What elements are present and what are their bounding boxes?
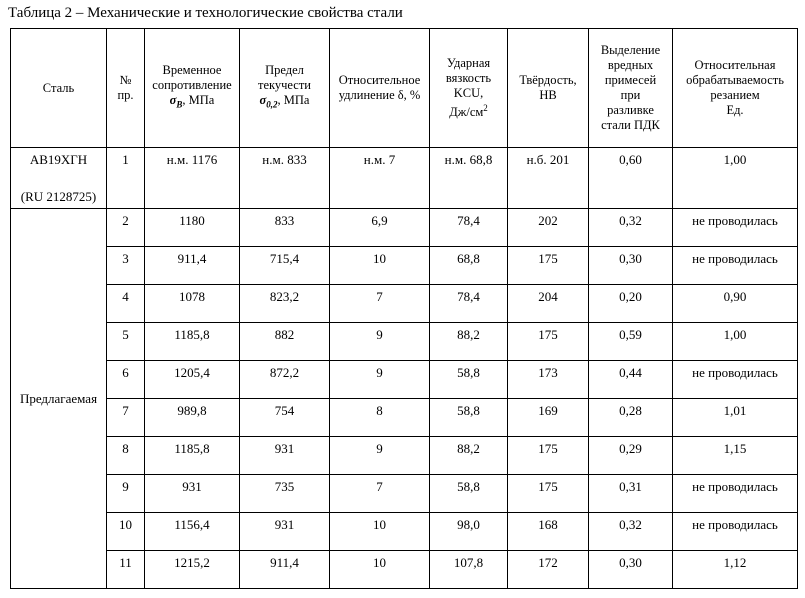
table-row [11,513,798,551]
steel-name-reference: АВ19ХГН (RU 2128725) [11,148,107,209]
cell-tensile-strength: 931 [145,475,240,513]
cell-tensile-strength: 1215,2 [145,551,240,589]
cell-elongation: 9 [330,437,430,475]
cell-yield-strength: н.м. 833 [240,148,330,209]
cell-machinability: 0,90 [673,285,798,323]
header-impact-toughness: Ударная вязкость KCU, $Дж/см^2$ [430,29,508,148]
cell-yield-strength: 715,4 [240,247,330,285]
cell-impact-toughness: н.м. 68,8 [430,148,508,209]
cell-impact-toughness: 68,8 [430,247,508,285]
cell-tensile-strength: 1156,4 [145,513,240,551]
table-caption: Таблица 2 – Механические и технологические свойства стали [8,5,403,21]
cell-hardness: 175 [508,323,589,361]
cell-hardness: 175 [508,247,589,285]
header-machinability: Относительная обрабатываемость резанием Ед. [673,29,798,148]
table-row [11,247,798,285]
cell-tensile-strength: 1078 [145,285,240,323]
header-number: № пр. [107,29,145,148]
cell-yield-strength: 931 [240,513,330,551]
cell-elongation: 8 [330,399,430,437]
cell-elongation: н.м. 7 [330,148,430,209]
cell-machinability: 1,01 [673,399,798,437]
cell-tensile-strength: 1185,8 [145,323,240,361]
cell-number: 10 [107,513,145,551]
cell-machinability: 1,15 [673,437,798,475]
table-row [11,285,798,323]
cell-impact-toughness: 107,8 [430,551,508,589]
cell-number: 2 [107,209,145,247]
cell-emissions: 0,29 [589,437,673,475]
cell-impact-toughness: 58,8 [430,399,508,437]
table-row [11,361,798,399]
steel-name-proposed: Предлагаемая [11,209,107,589]
cell-yield-strength: 882 [240,323,330,361]
cell-number: 6 [107,361,145,399]
cell-hardness: 173 [508,361,589,399]
cell-elongation: 10 [330,551,430,589]
cell-tensile-strength: 1185,8 [145,437,240,475]
cell-emissions: 0,32 [589,209,673,247]
table-row [11,148,798,209]
cell-impact-toughness: 58,8 [430,361,508,399]
cell-elongation: 6,9 [330,209,430,247]
cell-machinability: 1,12 [673,551,798,589]
cell-machinability: не проводилась [673,475,798,513]
cell-tensile-strength: 911,4 [145,247,240,285]
cell-impact-toughness: 98,0 [430,513,508,551]
header-emissions: Выделение вредных примесей при разливке стали ПДК [589,29,673,148]
cell-number: 4 [107,285,145,323]
cell-hardness: 204 [508,285,589,323]
cell-machinability: 1,00 [673,148,798,209]
header-steel: Сталь [11,29,107,148]
cell-elongation: 7 [330,475,430,513]
cell-number: 11 [107,551,145,589]
cell-number: 7 [107,399,145,437]
cell-machinability: не проводилась [673,361,798,399]
header-row [11,29,798,148]
cell-tensile-strength: 1180 [145,209,240,247]
cell-emissions: 0,30 [589,551,673,589]
cell-machinability: не проводилась [673,247,798,285]
cell-hardness: 175 [508,437,589,475]
cell-hardness: 202 [508,209,589,247]
cell-tensile-strength: 1205,4 [145,361,240,399]
cell-tensile-strength: 989,8 [145,399,240,437]
cell-elongation: 9 [330,323,430,361]
cell-elongation: 10 [330,247,430,285]
cell-yield-strength: 823,2 [240,285,330,323]
cell-emissions: 0,60 [589,148,673,209]
cell-emissions: 0,59 [589,323,673,361]
cell-hardness: 168 [508,513,589,551]
cell-impact-toughness: 88,2 [430,323,508,361]
cell-yield-strength: 735 [240,475,330,513]
cell-emissions: 0,30 [589,247,673,285]
table-row [11,475,798,513]
cell-number: 3 [107,247,145,285]
cell-elongation: 9 [330,361,430,399]
cell-number: 9 [107,475,145,513]
cell-yield-strength: 931 [240,437,330,475]
cell-emissions: 0,44 [589,361,673,399]
cell-impact-toughness: 58,8 [430,475,508,513]
cell-number: 1 [107,148,145,209]
cell-tensile-strength: н.м. 1176 [145,148,240,209]
table-row [11,323,798,361]
cell-emissions: 0,28 [589,399,673,437]
cell-yield-strength: 754 [240,399,330,437]
header-elongation: Относительное удлинение δ, % [330,29,430,148]
table-row [11,551,798,589]
cell-hardness: н.б. 201 [508,148,589,209]
cell-machinability: не проводилась [673,513,798,551]
table-row [11,209,798,247]
steel-properties-table [10,28,798,589]
cell-elongation: 10 [330,513,430,551]
cell-number: 5 [107,323,145,361]
cell-emissions: 0,20 [589,285,673,323]
cell-yield-strength: 833 [240,209,330,247]
cell-emissions: 0,31 [589,475,673,513]
header-hardness: Твёрдость, НВ [508,29,589,148]
header-tensile-strength: Временное сопротивление $\sigma_В$, МПа [145,29,240,148]
table-row [11,399,798,437]
header-yield-strength: Предел текучести $\sigma_{0,2}$, МПа [240,29,330,148]
cell-hardness: 172 [508,551,589,589]
table-row [11,437,798,475]
cell-yield-strength: 872,2 [240,361,330,399]
cell-number: 8 [107,437,145,475]
cell-impact-toughness: 88,2 [430,437,508,475]
cell-yield-strength: 911,4 [240,551,330,589]
cell-hardness: 169 [508,399,589,437]
cell-machinability: не проводилась [673,209,798,247]
cell-emissions: 0,32 [589,513,673,551]
cell-impact-toughness: 78,4 [430,285,508,323]
cell-machinability: 1,00 [673,323,798,361]
cell-hardness: 175 [508,475,589,513]
cell-elongation: 7 [330,285,430,323]
cell-impact-toughness: 78,4 [430,209,508,247]
